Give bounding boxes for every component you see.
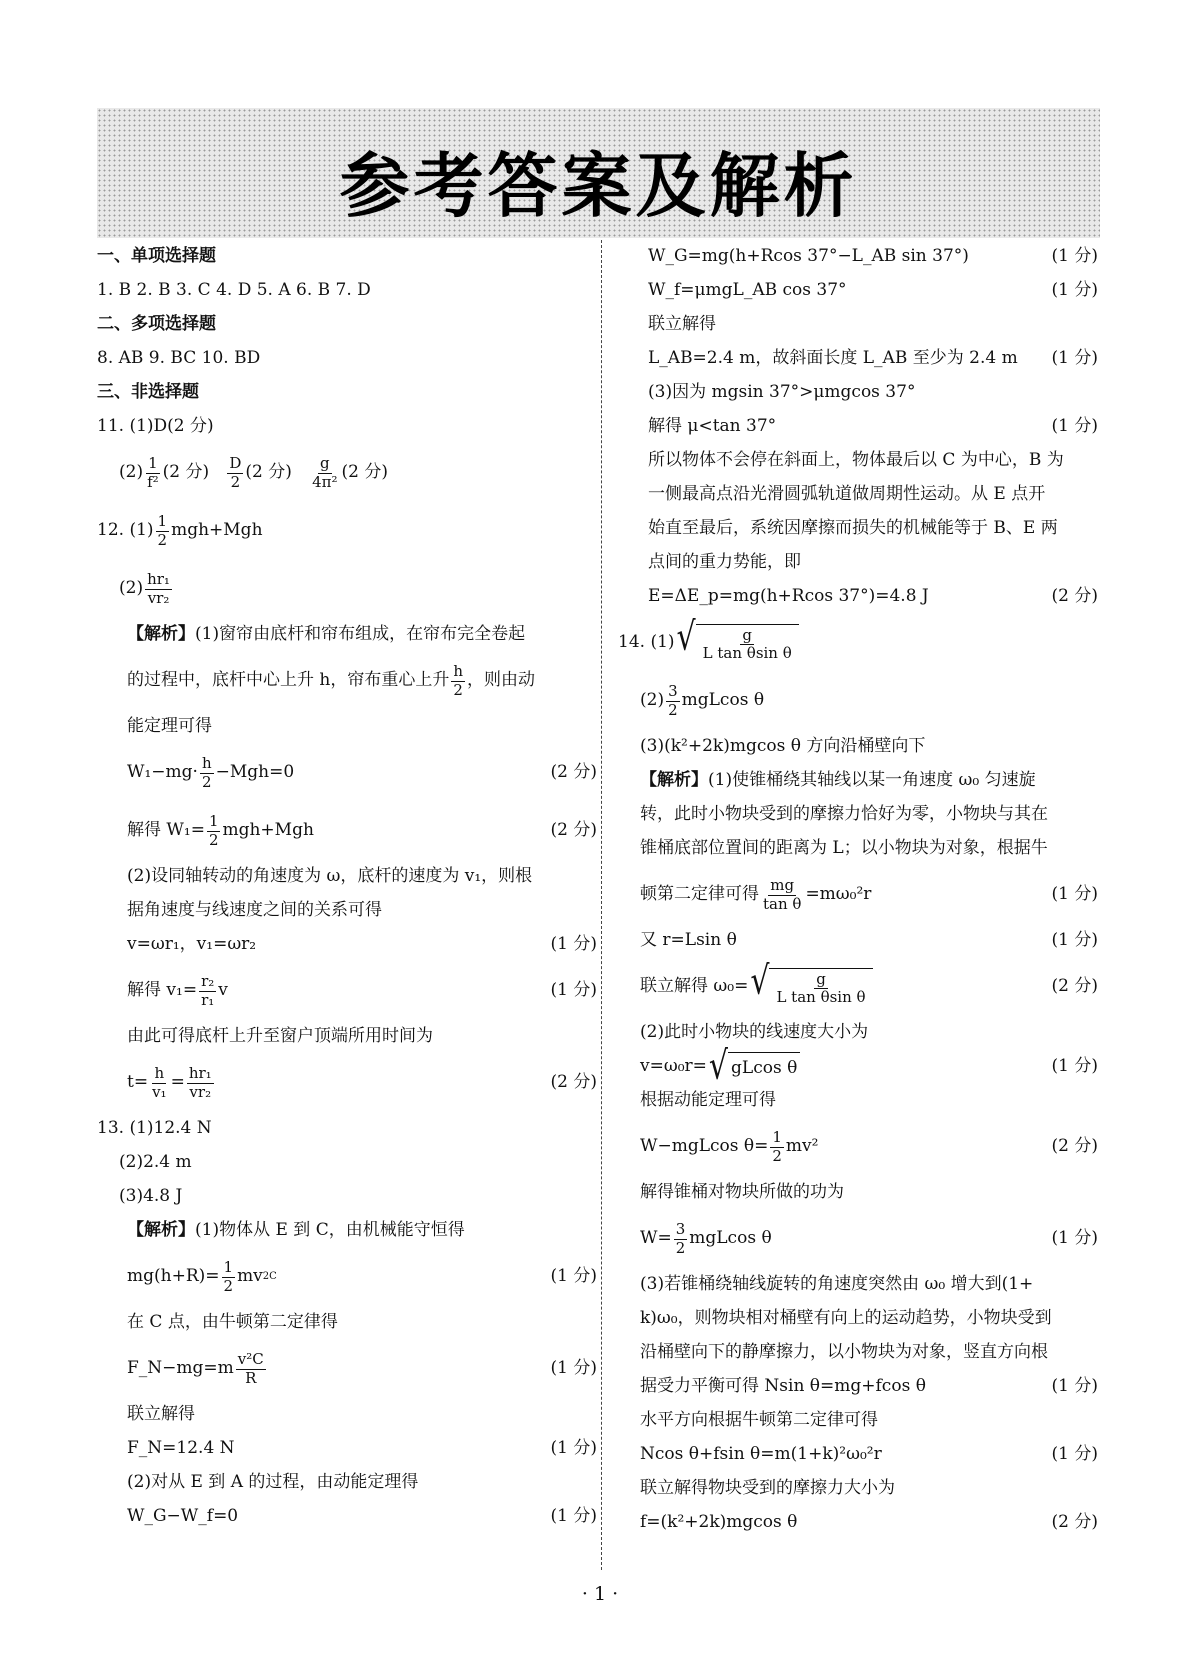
- denominator: R: [245, 1368, 257, 1387]
- solution-line: (3)若锥桶绕轴线旋转的角速度突然由 ω₀ 增大到(1+: [640, 1274, 1034, 1295]
- fraction: [156, 513, 170, 549]
- solution-line: 所以物体不会停在斜面上，物体最后以 C 为中心，B 为: [648, 450, 1064, 471]
- answer-line: (3)4.8 J: [119, 1186, 183, 1207]
- formula-line: [618, 866, 1098, 924]
- numerator: g: [816, 969, 826, 988]
- text: 据受力平衡可得 Nsin θ=mg+fcos θ: [640, 1376, 926, 1397]
- text: mg(h+R)=: [127, 1266, 220, 1287]
- solution-line: 联立解得物块受到的摩擦力大小为: [640, 1478, 895, 1499]
- denominator: 2: [202, 772, 212, 791]
- solution-line: 点间的重力势能，即: [648, 552, 801, 573]
- text: E=ΔE_p=mg(h+Rcos 37°)=4.8 J: [648, 586, 929, 607]
- denominator: 4π²: [312, 472, 338, 491]
- denominator: L tan θsin θ: [702, 644, 792, 662]
- solution-line: 根据动能定理可得: [640, 1090, 776, 1111]
- text: mv²: [785, 1136, 819, 1157]
- text: F_N=12.4 N: [127, 1438, 235, 1459]
- numerator: 1: [223, 1258, 234, 1277]
- text: (2 分): [245, 462, 292, 483]
- score: (1 分): [1051, 884, 1098, 905]
- formula-line: [618, 1370, 1098, 1404]
- text: mgh+Mgh: [171, 520, 263, 541]
- text: W_G=mg(h+Rcos 37°−L_AB sin 37°): [648, 246, 969, 267]
- analysis-tag: 【解析】: [640, 770, 708, 791]
- formula-line: [97, 1432, 597, 1466]
- numerator: hr₁: [188, 1064, 212, 1083]
- formula-line: [618, 924, 1098, 958]
- formula-line: [97, 928, 597, 962]
- fraction: [310, 455, 339, 491]
- superscript: 2: [262, 1271, 270, 1282]
- solution-line: (2)对从 E 到 A 的过程，由动能定理得: [127, 1472, 419, 1493]
- solution-line: 锥桶底部位置间的距离为 L；以小物块为对象，根据牛: [640, 838, 1048, 859]
- radical-sign: √: [750, 958, 770, 1004]
- score: (2 分): [1051, 1512, 1098, 1533]
- radicand: [769, 968, 872, 1007]
- answer-line: [618, 672, 1098, 730]
- fraction: [770, 1129, 784, 1165]
- score: (2 分): [1051, 1136, 1098, 1157]
- text: v=ω₀r=: [640, 1056, 707, 1077]
- solution-line: [97, 618, 597, 652]
- numerator: 3: [675, 1220, 686, 1239]
- numerator: 1: [208, 812, 219, 831]
- formula-line: [97, 1054, 597, 1112]
- fraction: [145, 571, 172, 607]
- solution-line: k)ω₀，则物块相对桶壁有向上的运动趋势，小物块受到: [640, 1308, 1052, 1329]
- score: (2 分): [550, 1072, 597, 1093]
- solution-line: [618, 764, 1098, 798]
- score: (1 分): [1051, 930, 1098, 951]
- text: mgLcos θ: [681, 690, 765, 711]
- solution-line: [97, 1214, 597, 1248]
- denominator: 2: [230, 472, 241, 491]
- solution-line: (2)设同轴转动的角速度为 ω，底杆的速度为 v₁，则根: [127, 866, 533, 887]
- answer-line: [97, 560, 597, 618]
- fraction: [236, 1351, 266, 1387]
- answer-line: [97, 502, 597, 560]
- text: v: [218, 980, 228, 1001]
- formula-line: [618, 1043, 1098, 1090]
- answer-line: [618, 614, 1098, 672]
- denominator: 2: [223, 1276, 234, 1295]
- fraction: [207, 813, 221, 849]
- denominator: vr₂: [189, 1082, 212, 1101]
- radical: [750, 958, 872, 1007]
- numerator: r₂: [201, 972, 215, 991]
- formula-line: [618, 1506, 1098, 1540]
- radical-sign: √: [708, 1043, 729, 1090]
- section-heading: 一、单项选择题: [97, 246, 216, 267]
- fraction: [222, 1259, 236, 1295]
- numerator: g: [742, 625, 753, 644]
- text: −Mgh=0: [215, 762, 295, 783]
- formula-line: [618, 410, 1098, 444]
- solution-line: [97, 652, 597, 710]
- score: (1 分): [1051, 246, 1098, 267]
- title-banner: [97, 108, 1100, 238]
- solution-line: 解得锥桶对物块所做的功为: [640, 1182, 844, 1203]
- fraction: [199, 973, 216, 1009]
- numerator: h: [201, 754, 212, 773]
- page-number: · 1 ·: [581, 1583, 619, 1605]
- denominator: 2: [208, 830, 219, 849]
- fraction: [451, 663, 465, 699]
- formula-line: [97, 1340, 597, 1398]
- numerator: g: [320, 454, 330, 473]
- score: (2 分): [1051, 586, 1098, 607]
- formula-line: [97, 1500, 597, 1534]
- score: (1 分): [550, 1506, 597, 1527]
- text: 解得 v₁=: [127, 980, 198, 1001]
- text: f=(k²+2k)mgcos θ: [640, 1512, 798, 1533]
- score: (1 分): [1051, 1228, 1098, 1249]
- text: W₁−mg·: [127, 762, 198, 783]
- text: 联立解得 ω₀=: [640, 976, 749, 997]
- solution-line: 转，此时小物块受到的摩擦力恰好为零，小物块与其在: [640, 804, 1048, 825]
- text: W_G−W_f=0: [127, 1506, 239, 1527]
- text: 的过程中，底杆中心上升 h，帘布重心上升: [127, 670, 450, 691]
- solution-line: 据角速度与线速度之间的关系可得: [127, 900, 382, 921]
- numerator: 1: [157, 512, 168, 531]
- numerator: hr₁: [147, 570, 170, 589]
- text: mv: [237, 1266, 263, 1287]
- text: (2): [640, 690, 665, 711]
- radical-sign: √: [676, 614, 696, 660]
- numerator: v²C: [237, 1350, 264, 1369]
- numerator: h: [453, 662, 464, 681]
- score: (1 分): [550, 1358, 597, 1379]
- score: (1 分): [1051, 1376, 1098, 1397]
- denominator: 2: [453, 680, 463, 699]
- denominator: 2: [668, 700, 678, 719]
- text: mgLcos θ: [689, 1228, 772, 1249]
- analysis-tag: 【解析】: [127, 624, 195, 645]
- text: (2 分): [162, 462, 210, 483]
- solution-line: 能定理可得: [127, 716, 212, 737]
- score: (1 分): [1051, 1056, 1098, 1077]
- analysis-tag: 【解析】: [127, 1220, 195, 1241]
- fraction: [150, 1065, 169, 1101]
- radical: [708, 1043, 800, 1090]
- fraction: [674, 1221, 688, 1257]
- radical: [676, 614, 799, 663]
- score: (1 分): [1051, 416, 1098, 437]
- right-column: [618, 240, 1098, 1540]
- solution-line: (3)因为 mgsin 37°>μmgcos 37°: [648, 382, 916, 403]
- formula-line: [618, 1118, 1098, 1176]
- left-column: [97, 240, 597, 1534]
- text: 12. (1): [97, 520, 154, 541]
- score: (2 分): [550, 820, 597, 841]
- text: v=ωr₁，v₁=ωr₂: [127, 934, 257, 955]
- formula-line: [97, 962, 597, 1020]
- fraction: [666, 683, 680, 719]
- text: Ncos θ+fsin θ=m(1+k)²ω₀²r: [640, 1444, 882, 1465]
- text: =mω₀²r: [805, 884, 872, 905]
- formula-line: [97, 744, 597, 802]
- denominator: 2: [675, 1238, 686, 1257]
- numerator: mg: [770, 876, 795, 895]
- answer-line: [97, 444, 597, 502]
- solution-line: 沿桶壁向下的静摩擦力，以小物块为对象，竖直方向根: [640, 1342, 1048, 1363]
- numerator: 3: [668, 682, 678, 701]
- fraction: [145, 455, 161, 491]
- score: (1 分): [1051, 348, 1098, 369]
- score: (2 分): [1051, 976, 1098, 997]
- text: (2): [119, 462, 144, 483]
- radicand: [696, 624, 799, 663]
- answer-line: 13. (1)12.4 N: [97, 1118, 212, 1139]
- formula-line: [618, 342, 1098, 376]
- fraction: [761, 877, 803, 913]
- score: (1 分): [1051, 280, 1098, 301]
- text: F_N−mg=m: [127, 1358, 234, 1379]
- score: (1 分): [550, 934, 597, 955]
- section-heading: 三、非选择题: [97, 382, 199, 403]
- text: (1)使锥桶绕其轴线以某一角速度 ω₀ 匀速旋: [708, 770, 1036, 791]
- column-divider: [601, 240, 602, 1570]
- formula-line: [618, 958, 1098, 1016]
- numerator: D: [229, 454, 242, 473]
- score: (1 分): [550, 980, 597, 1001]
- denominator: L tan θsin θ: [776, 988, 866, 1006]
- denominator: tan θ: [763, 894, 802, 913]
- formula-line: [618, 1210, 1098, 1268]
- answer-line: 11. (1)D(2 分): [97, 416, 214, 437]
- denominator: 2: [157, 530, 168, 549]
- fraction: [227, 455, 243, 491]
- text: mgh+Mgh: [222, 820, 314, 841]
- text: W_f=μmgL_AB cos 37°: [648, 280, 847, 301]
- numerator: 1: [148, 454, 158, 473]
- solution-line: 联立解得: [648, 314, 716, 335]
- subscript: C: [269, 1271, 277, 1282]
- numerator: 1: [772, 1128, 782, 1147]
- denominator: vr₂: [147, 588, 170, 607]
- denominator: v₁: [152, 1082, 167, 1101]
- score: (1 分): [550, 1266, 597, 1287]
- solution-line: 一侧最高点沿光滑圆弧轨道做周期性运动。从 E 点开: [648, 484, 1046, 505]
- text: t=: [127, 1072, 149, 1093]
- formula-line: [618, 240, 1098, 274]
- text: ，则由动: [467, 670, 536, 691]
- text: (1)物体从 E 到 C，由机械能守恒得: [195, 1220, 465, 1241]
- solution-line: 始直至最后，系统因摩擦而损失的机械能等于 B、E 两: [648, 518, 1058, 539]
- fraction: [200, 755, 214, 791]
- denominator: 2: [772, 1146, 782, 1165]
- text: (2 分): [341, 462, 389, 483]
- score: (1 分): [1051, 1444, 1098, 1465]
- text: 解得 W₁=: [127, 820, 205, 841]
- solution-line: 由此可得底杆上升至窗户顶端所用时间为: [127, 1026, 433, 1047]
- formula-line: [618, 1438, 1098, 1472]
- text: 顿第二定律可得: [640, 884, 759, 905]
- solution-line: 水平方向根据牛顿第二定律可得: [640, 1410, 878, 1431]
- fraction: [774, 971, 867, 1007]
- denominator: f²: [147, 472, 159, 491]
- answer-line: (3)(k²+2k)mgcos θ 方向沿桶壁向下: [640, 736, 926, 757]
- solution-line: (2)此时小物块的线速度大小为: [640, 1022, 869, 1043]
- text: L_AB=2.4 m，故斜面长度 L_AB 至少为 2.4 m: [648, 348, 1018, 369]
- answer-line: 1. B 2. B 3. C 4. D 5. A 6. B 7. D: [97, 280, 371, 301]
- fraction: [701, 627, 794, 663]
- score: (2 分): [550, 762, 597, 783]
- denominator: r₁: [201, 990, 215, 1009]
- text: W−mgLcos θ=: [640, 1136, 769, 1157]
- score: (1 分): [550, 1438, 597, 1459]
- radicand: gLcos θ: [728, 1052, 800, 1082]
- text: (2): [119, 578, 144, 599]
- fraction: [187, 1065, 214, 1101]
- formula-line: [618, 580, 1098, 614]
- text: 解得 μ<tan 37°: [648, 416, 777, 437]
- text: (1)窗帘由底杆和帘布组成，在帘布完全卷起: [195, 624, 526, 645]
- solution-line: 在 C 点，由牛顿第二定律得: [127, 1312, 338, 1333]
- text: =: [170, 1072, 185, 1093]
- page-title: 参考答案及解析: [339, 145, 858, 227]
- answer-line: 8. AB 9. BC 10. BD: [97, 348, 261, 369]
- section-heading: 二、多项选择题: [97, 314, 216, 335]
- formula-line: [618, 274, 1098, 308]
- solution-line: 联立解得: [127, 1404, 195, 1425]
- answer-line: (2)2.4 m: [119, 1152, 192, 1173]
- formula-line: [97, 802, 597, 860]
- text: 又 r=Lsin θ: [640, 930, 737, 951]
- numerator: h: [154, 1064, 165, 1083]
- text: W=: [640, 1228, 672, 1249]
- formula-line: [97, 1248, 597, 1306]
- text: 14. (1): [618, 632, 675, 653]
